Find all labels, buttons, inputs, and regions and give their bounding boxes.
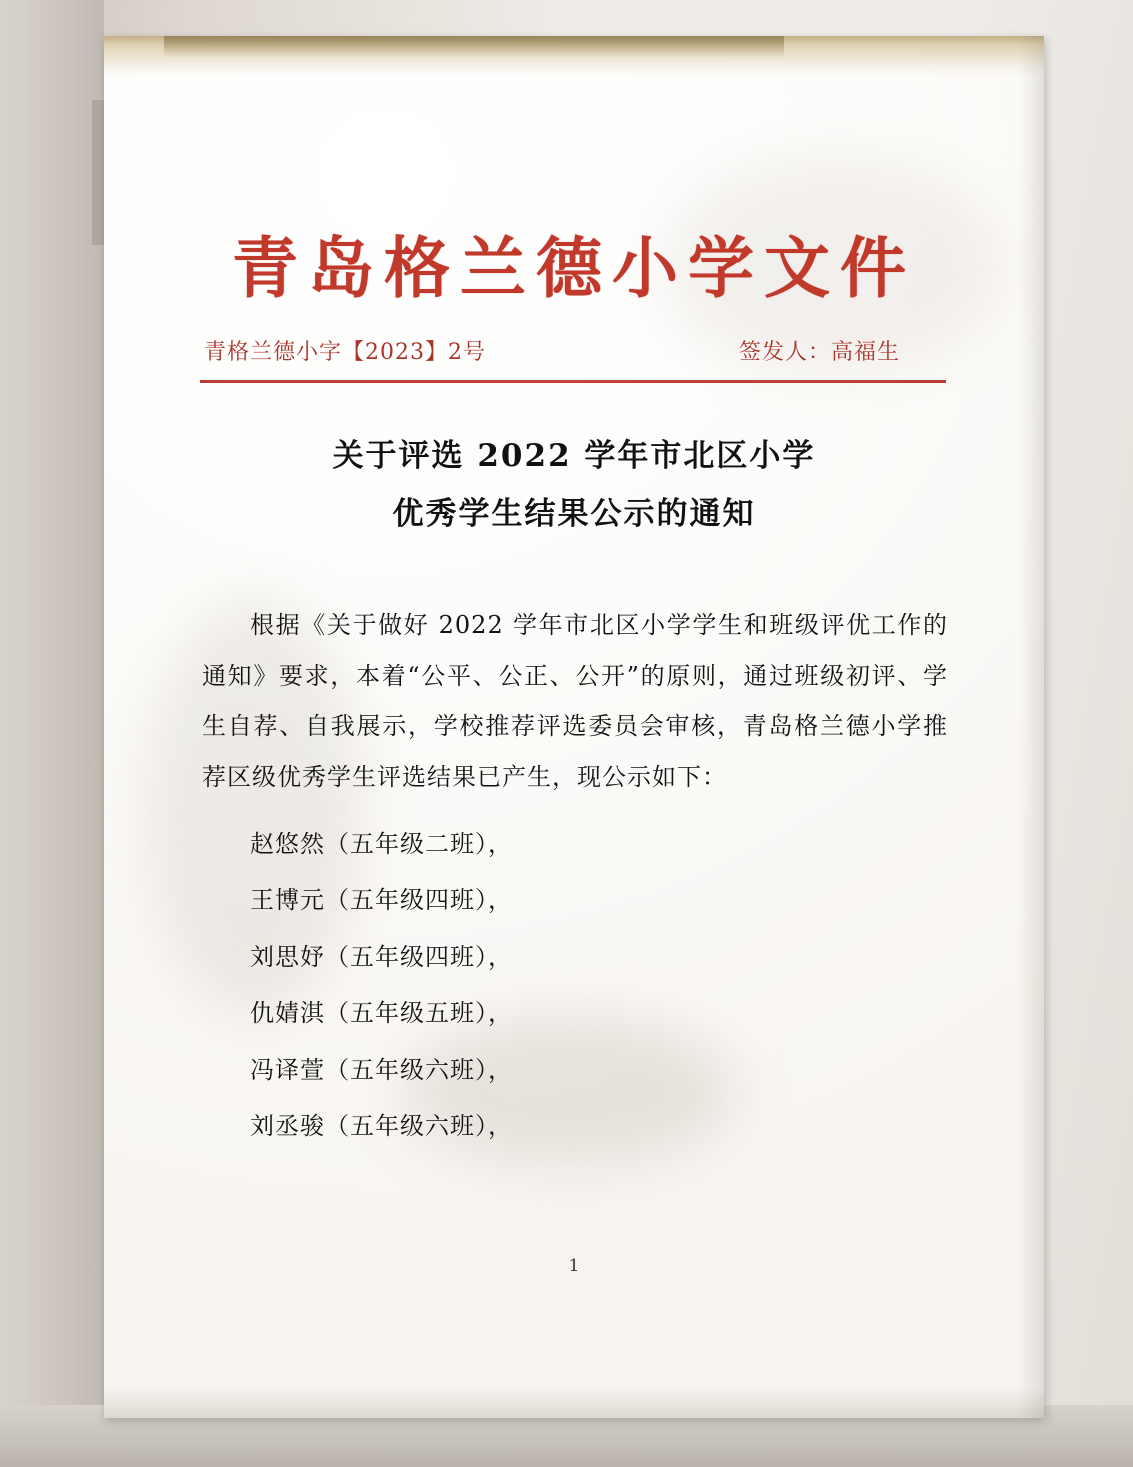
document-meta-row — [150, 335, 998, 366]
document-title-line-2: 优秀学生结果公示的通知 — [392, 496, 756, 533]
list-item: 王博元（五年级四班）， — [250, 886, 513, 915]
document-issuer: 签发人：高福生 — [738, 339, 900, 365]
page-number: 1 — [568, 1256, 580, 1276]
list-item: 冯译萱（五年级六班）， — [250, 1055, 513, 1084]
list-item: 赵悠然（五年级二班）， — [250, 829, 513, 858]
document-masthead-title: 青岛格兰德小学文件 — [232, 229, 916, 307]
awarded-student-list — [202, 816, 948, 1154]
masthead-red-divider — [200, 380, 946, 383]
document-body — [202, 600, 948, 802]
scanner-bed-left-margin — [0, 0, 104, 1467]
list-item: 刘丞骏（五年级六班）， — [250, 1111, 513, 1140]
document-title-line-1: 关于评选 2022 学年市北区小学 — [332, 437, 816, 474]
list-item: 仇婧淇（五年级五班）， — [250, 999, 513, 1028]
document-title — [150, 427, 998, 545]
document-content — [104, 36, 1044, 1154]
document-page — [104, 36, 1044, 1418]
list-item: 刘思妤（五年级四班）， — [250, 942, 513, 971]
document-number: 青格兰德小字【2023】2号 — [204, 339, 486, 365]
body-paragraph: 根据《关于做好 2022 学年市北区小学学生和班级评优工作的通知》要求，本着“公平、公正、公开”的原则，通过班级初评、学生自荐、自我展示，学校推荐评选委员会审核，青岛格兰德小学推荐区级优秀学生评选结果已产生，现公示如下： — [202, 611, 948, 791]
paper-bottom-edge-shadow — [104, 1388, 1044, 1418]
